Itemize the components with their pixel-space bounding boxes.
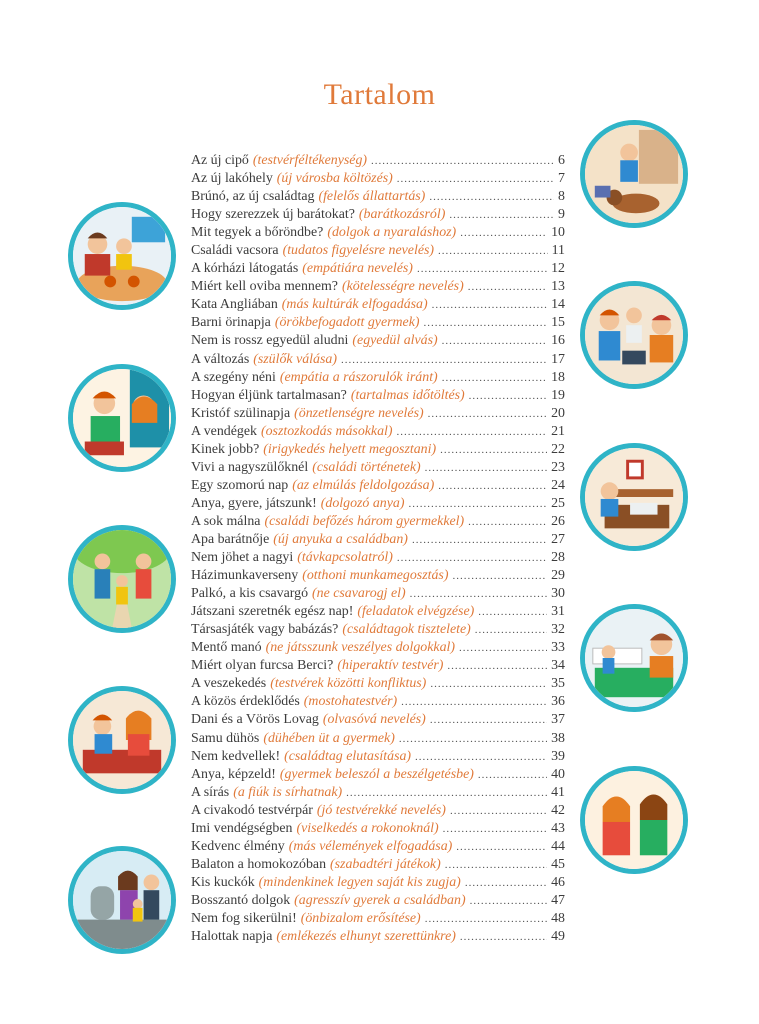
page-number: 44 — [551, 838, 565, 854]
dot-leader — [371, 152, 554, 170]
entry-title: A közös érdeklődés — [191, 694, 300, 710]
dot-leader — [443, 820, 547, 838]
entry-title: Kinek jobb? — [191, 441, 260, 457]
dot-leader — [465, 874, 547, 892]
toc-entry — [191, 892, 565, 910]
dot-leader — [468, 278, 547, 296]
entry-title: Az új lakóhely — [191, 171, 273, 187]
toc-entry — [191, 820, 565, 838]
entry-title: A változás — [191, 351, 250, 367]
entry-title: Kis kuckók — [191, 874, 255, 890]
toc-entry — [191, 693, 565, 711]
entry-theme: (emlékezés elhunyt szerettünkre) — [276, 929, 456, 945]
entry-theme: (kötelességre nevelés) — [341, 279, 464, 295]
dot-leader — [429, 188, 554, 206]
toc-entry — [191, 802, 565, 820]
page-number: 29 — [551, 568, 565, 584]
toc-entry — [191, 585, 565, 603]
entry-title: Nem is rossz egyedül aludni — [191, 333, 349, 349]
dot-leader — [397, 170, 554, 188]
page-number: 15 — [551, 315, 565, 331]
page-number: 32 — [551, 622, 565, 638]
entry-theme: (szülők válása) — [253, 351, 337, 367]
toc-entry — [191, 928, 565, 946]
dot-leader — [438, 242, 548, 260]
entry-title: Miért olyan furcsa Berci? — [191, 658, 334, 674]
page-number: 6 — [558, 153, 565, 168]
toc-entry — [191, 332, 565, 350]
toc-entry — [191, 369, 565, 387]
toc-entry — [191, 423, 565, 441]
toc-entry — [191, 260, 565, 278]
page-number: 49 — [551, 929, 565, 945]
entry-title: Palkó, a kis csavargó — [191, 586, 309, 602]
dot-leader — [430, 711, 547, 729]
toc-entry — [191, 152, 565, 170]
toc-entry — [191, 242, 565, 260]
page-number: 35 — [551, 676, 565, 692]
dot-leader — [452, 567, 547, 585]
entry-title: Miért kell oviba mennem? — [191, 279, 338, 295]
entry-theme: (felelős állattartás) — [318, 189, 426, 205]
entry-title: Házimunkaverseny — [191, 568, 299, 584]
page-number: 22 — [551, 441, 565, 457]
page-number: 16 — [551, 333, 565, 349]
entry-title: Balaton a homokozóban — [191, 856, 327, 872]
entry-theme: (az elmúlás feldolgozása) — [292, 477, 435, 493]
entry-title: A sírás — [191, 784, 230, 800]
page-number: 45 — [551, 856, 565, 872]
entry-title: Bosszantó dolgok — [191, 892, 291, 908]
entry-theme: (ne csavarogj el) — [312, 586, 406, 602]
dot-leader — [469, 387, 547, 405]
toc-entry — [191, 405, 565, 423]
page-number: 36 — [551, 694, 565, 710]
dot-leader — [438, 477, 547, 495]
entry-theme: (viselkedés a rokonoknál) — [296, 820, 439, 836]
page-number: 8 — [558, 189, 565, 205]
dot-leader — [459, 639, 547, 657]
entry-title: Brúnó, az új családtag — [191, 189, 315, 205]
entry-theme: (otthoni munkamegosztás) — [302, 568, 449, 584]
entry-theme: (új városba költözés) — [276, 171, 393, 187]
entry-title: Családi vacsora — [191, 243, 279, 259]
family-walk-illustration — [68, 525, 176, 633]
dot-leader — [425, 459, 548, 477]
toc-entry — [191, 459, 565, 477]
toc-entry — [191, 296, 565, 314]
dot-leader — [456, 838, 547, 856]
dot-leader — [442, 369, 547, 387]
family-dinner-illustration — [68, 202, 176, 310]
entry-theme: (jó testvérekké nevelés) — [316, 802, 446, 818]
page-number: 33 — [551, 640, 565, 656]
toc-entry — [191, 513, 565, 531]
child-drawing-illustration — [580, 443, 688, 551]
entry-theme: (feladatok elvégzése) — [357, 604, 475, 620]
entry-theme: (testvérféltékenység) — [252, 153, 368, 168]
dog-and-children-illustration — [580, 120, 688, 228]
page-number: 23 — [551, 459, 565, 475]
entry-theme: (más kultúrák elfogadása) — [281, 297, 428, 313]
dot-leader — [470, 892, 548, 910]
toc-entry — [191, 675, 565, 693]
toc-entry — [191, 351, 565, 369]
dot-leader — [397, 423, 548, 441]
entry-title: Imi vendégségben — [191, 820, 293, 836]
page-number: 20 — [551, 405, 565, 421]
page-number: 24 — [551, 477, 565, 493]
entry-title: Barni örinapja — [191, 315, 271, 331]
entry-theme: (családi történetek) — [312, 459, 421, 475]
entry-theme: (szabadtéri játékok) — [330, 856, 441, 872]
toc-entry — [191, 567, 565, 585]
entry-theme: (empátia a rászorulók iránt) — [279, 369, 438, 385]
toc-entry — [191, 495, 565, 513]
dot-leader — [460, 224, 547, 242]
entry-theme: (dolgok a nyaraláshoz) — [327, 225, 457, 241]
page-number: 10 — [551, 225, 565, 241]
entry-title: Kristóf szülinapja — [191, 405, 291, 421]
entry-title: Játszani szeretnék egész nap! — [191, 604, 354, 620]
toc-entry — [191, 477, 565, 495]
toc-entry — [191, 711, 565, 729]
entry-theme: (új anyuka a családban) — [273, 531, 408, 547]
entry-title: Társasjáték vagy babázás? — [191, 622, 339, 638]
page-number: 26 — [551, 513, 565, 529]
entry-theme: (tudatos figyelésre nevelés) — [282, 243, 435, 259]
entry-theme: (más vélemények elfogadása) — [288, 838, 453, 854]
entry-title: A sok málna — [191, 513, 261, 529]
entry-theme: (mindenkinek legyen saját kis zugja) — [258, 874, 461, 890]
entry-theme: (gyermek beleszól a beszélgetésbe) — [279, 766, 474, 782]
entry-title: A civakodó testvérpár — [191, 802, 313, 818]
page-number: 31 — [551, 604, 565, 620]
dot-leader — [450, 802, 547, 820]
page-number: 40 — [551, 766, 565, 782]
dot-leader — [478, 766, 547, 784]
toc-entry — [191, 657, 565, 675]
entry-theme: (hiperaktív testvér) — [337, 658, 444, 674]
entry-title: Kedvenc élmény — [191, 838, 285, 854]
table-of-contents — [191, 152, 565, 946]
toc-entry — [191, 621, 565, 639]
toc-entry — [191, 224, 565, 242]
entry-theme: (dolgozó anya) — [320, 495, 405, 511]
toc-entry — [191, 748, 565, 766]
entry-theme: (önbizalom erősítése) — [300, 910, 421, 926]
toc-entry — [191, 766, 565, 784]
page-number: 38 — [551, 730, 565, 746]
page-number: 14 — [551, 297, 565, 313]
toc-entry — [191, 730, 565, 748]
page-number: 7 — [558, 171, 565, 187]
page-number: 18 — [551, 369, 565, 385]
page-number: 41 — [551, 784, 565, 800]
grandmother-cooking-illustration — [68, 364, 176, 472]
toc-entry — [191, 549, 565, 567]
toc-entry — [191, 784, 565, 802]
children-playing-game-illustration — [580, 604, 688, 712]
toc-entry — [191, 603, 565, 621]
toc-entry — [191, 531, 565, 549]
page-number: 28 — [551, 550, 565, 566]
page-number: 25 — [551, 495, 565, 511]
entry-theme: (dühében üt a gyermek) — [263, 730, 395, 746]
toc-entry — [191, 838, 565, 856]
dot-leader — [460, 928, 547, 946]
entry-title: Hogy szerezzek új barátokat? — [191, 207, 355, 223]
page-number: 42 — [551, 802, 565, 818]
entry-title: Nem fog sikerülni! — [191, 910, 297, 926]
entry-title: A vendégek — [191, 423, 257, 439]
dot-leader — [428, 405, 548, 423]
page-number: 13 — [551, 279, 565, 295]
dot-leader — [442, 332, 547, 350]
entry-title: Kata Angliában — [191, 297, 278, 313]
entry-theme: (családi befőzés három gyermekkel) — [264, 513, 465, 529]
page-number: 37 — [551, 712, 565, 728]
page-number: 39 — [551, 748, 565, 764]
toc-entry — [191, 874, 565, 892]
entry-theme: (mostohatestvér) — [303, 694, 398, 710]
page-number: 30 — [551, 586, 565, 602]
entry-title: Mit tegyek a bőröndbe? — [191, 225, 324, 241]
entry-theme: (tartalmas időtöltés) — [350, 387, 465, 403]
entry-theme: (a fiúk is sírhatnak) — [233, 784, 343, 800]
dot-leader — [432, 296, 547, 314]
page-number: 27 — [551, 531, 565, 547]
page-number: 12 — [551, 261, 565, 277]
entry-theme: (családtagok tisztelete) — [342, 622, 471, 638]
toc-entry — [191, 206, 565, 224]
toc-entry — [191, 387, 565, 405]
page-number: 34 — [551, 658, 565, 674]
entry-title: A szegény néni — [191, 369, 276, 385]
dot-leader — [399, 730, 547, 748]
toc-entry — [191, 856, 565, 874]
entry-theme: (barátkozásról) — [358, 207, 446, 223]
page-number: 17 — [551, 351, 565, 367]
page-number: 21 — [551, 423, 565, 439]
entry-theme: (olvasóvá nevelés) — [322, 712, 426, 728]
page-number: 9 — [558, 207, 565, 223]
dot-leader — [468, 513, 547, 531]
entry-title: Dani és a Vörös Lovag — [191, 712, 319, 728]
dot-leader — [478, 603, 547, 621]
entry-theme: (agresszív gyerek a családban) — [294, 892, 466, 908]
entry-title: Nem kedvellek! — [191, 748, 281, 764]
toc-entry — [191, 188, 565, 206]
dot-leader — [445, 856, 547, 874]
dot-leader — [397, 549, 547, 567]
sisters-hugging-illustration — [580, 766, 688, 874]
entry-theme: (egyedül alvás) — [352, 333, 438, 349]
dot-leader — [424, 314, 548, 332]
toc-entry — [191, 639, 565, 657]
entry-theme: (ne játsszunk veszélyes dolgokkal) — [265, 640, 456, 656]
entry-theme: (irigykedés helyett megosztani) — [263, 441, 437, 457]
dot-leader — [447, 657, 547, 675]
entry-theme: (osztozkodás másokkal) — [260, 423, 393, 439]
entry-title: Nem jöhet a nagyi — [191, 550, 294, 566]
page-number: 11 — [551, 243, 565, 259]
entry-title: Anya, képzeld! — [191, 766, 276, 782]
page-title: Tartalom — [323, 78, 436, 111]
dot-leader — [410, 585, 547, 603]
entry-title: Mentő manó — [191, 640, 262, 656]
dot-leader — [417, 260, 547, 278]
dot-leader — [415, 748, 547, 766]
entry-theme: (empátiára nevelés) — [302, 261, 413, 277]
entry-title: Anya, gyere, játszunk! — [191, 495, 317, 511]
entry-title: Apa barátnője — [191, 531, 270, 547]
dot-leader — [408, 495, 547, 513]
toc-entry — [191, 170, 565, 188]
toc-entry — [191, 441, 565, 459]
dot-leader — [412, 531, 547, 549]
page-number: 46 — [551, 874, 565, 890]
entry-theme: (testvérek közötti konfliktus) — [270, 676, 427, 692]
dot-leader — [346, 784, 547, 802]
page-number: 48 — [551, 910, 565, 926]
entry-theme: (távkapcsolatról) — [297, 550, 393, 566]
entry-title: Az új cipő — [191, 153, 249, 168]
toc-entry — [191, 278, 565, 296]
entry-theme: (önzetlenségre nevelés) — [294, 405, 424, 421]
dot-leader — [475, 621, 547, 639]
page-number: 47 — [551, 892, 565, 908]
dot-leader — [425, 910, 547, 928]
entry-title: A kórházi látogatás — [191, 261, 299, 277]
page-number: 43 — [551, 820, 565, 836]
entry-title: Halottak napja — [191, 929, 273, 945]
children-with-tablet-illustration — [580, 281, 688, 389]
entry-theme: (örökbefogadott gyermek) — [274, 315, 420, 331]
dot-leader — [430, 675, 547, 693]
page-number: 19 — [551, 387, 565, 403]
entry-title: Egy szomorú nap — [191, 477, 289, 493]
entry-title: Samu dühös — [191, 730, 260, 746]
entry-title: A veszekedés — [191, 676, 267, 692]
toc-entry — [191, 314, 565, 332]
entry-title: Hogyan éljünk tartalmasan? — [191, 387, 347, 403]
entry-theme: (családtag elutasítása) — [284, 748, 412, 764]
toc-entry — [191, 910, 565, 928]
cemetery-visit-illustration — [68, 846, 176, 954]
dot-leader — [401, 693, 547, 711]
dot-leader — [341, 351, 547, 369]
entry-title: Vivi a nagyszülőknél — [191, 459, 309, 475]
dot-leader — [440, 441, 547, 459]
siblings-arguing-illustration — [68, 686, 176, 794]
dot-leader — [449, 206, 554, 224]
